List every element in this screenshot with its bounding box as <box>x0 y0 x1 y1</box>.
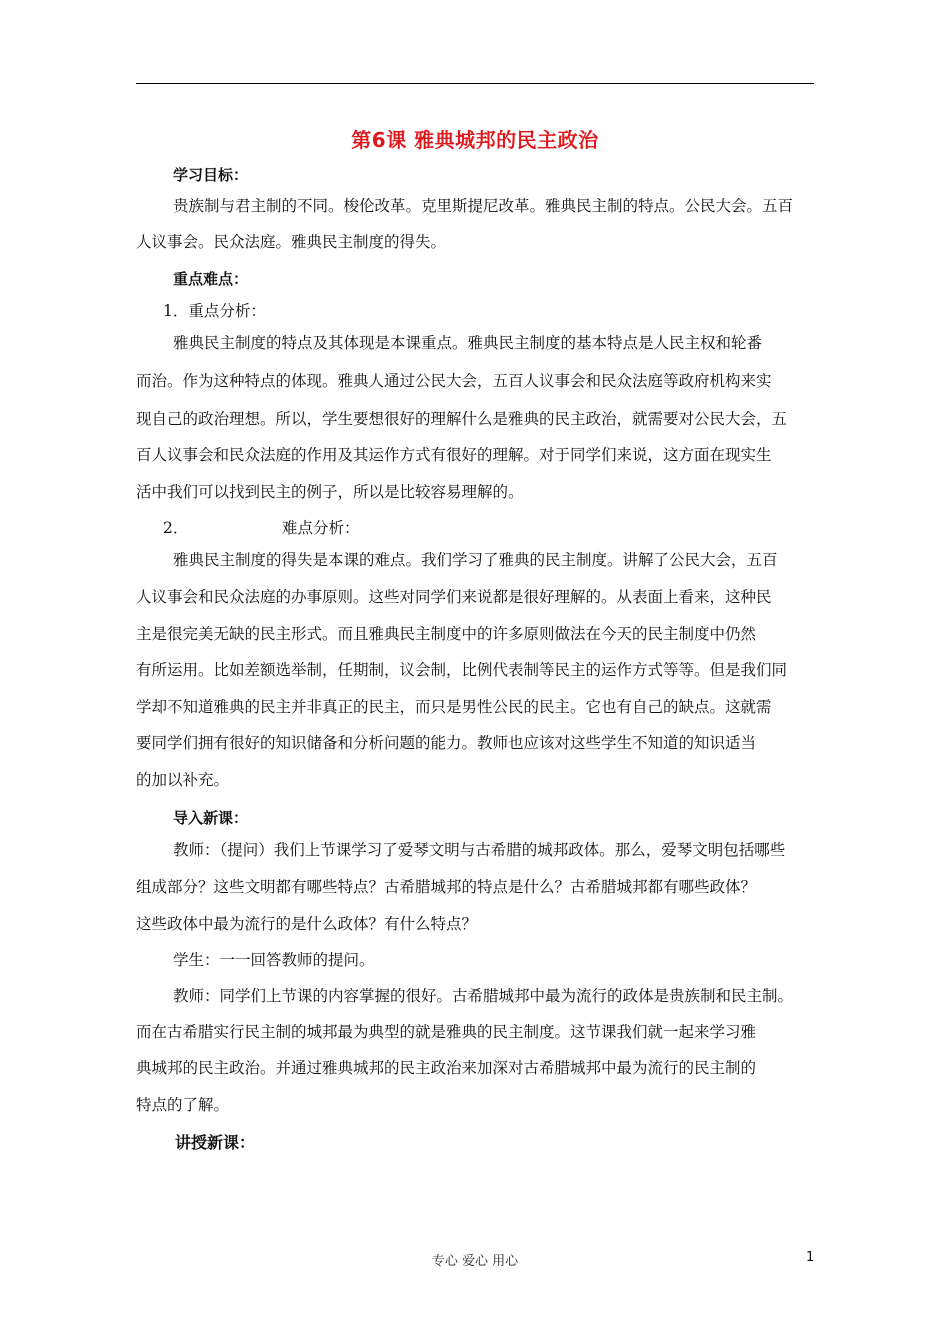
key-para2-line: 雅典民主制度的得失是本课的难点。我们学习了雅典的民主制度。讲解了公民大会，五百 <box>173 551 778 569</box>
lesson-title: 第6课 雅典城邦的民主政治 <box>351 128 599 152</box>
key-points-heading: 重点难点： <box>173 270 249 288</box>
intro-para2: 学生：一一回答教师的提问。 <box>173 951 375 969</box>
key-para2-line: 有所运用。比如差额选举制，任期制，议会制，比例代表制等民主的运作方式等等。但是我们同 <box>136 661 788 679</box>
key-sub-heading-2: 难点分析： <box>282 519 360 537</box>
intro-para3-line: 而在古希腊实行民主制的城邦最为典型的就是雅典的民主制度。这节课我们就一起来学习雅 <box>136 1023 757 1041</box>
intro-para3-line: 典城邦的民主政治。并通过雅典城邦的民主政治来加深对古希腊城邦中最为流行的民主制的 <box>136 1059 757 1077</box>
goals-line: 人议事会。民众法庭。雅典民主制度的得失。 <box>136 233 447 251</box>
goals-line: 贵族制与君主制的不同。梭伦改革。克里斯提尼改革。雅典民主制的特点。公民大会。五百 <box>173 197 794 215</box>
key-para1-line: 活中我们可以找到民主的例子，所以是比较容易理解的。 <box>136 483 524 501</box>
intro-para3-line: 特点的了解。 <box>136 1096 230 1114</box>
intro-heading: 导入新课： <box>173 809 249 827</box>
intro-para3-line: 教师：同学们上节课的内容掌握的很好。古希腊城邦中最为流行的政体是贵族制和民主制。 <box>173 987 794 1005</box>
key-sub-number-2: 2． <box>163 519 189 537</box>
key-para2-line: 人议事会和民众法庭的办事原则。这些对同学们来说都是很好理解的。从表面上看来，这种民 <box>136 588 772 606</box>
key-sub-heading-1: 1．重点分析： <box>163 302 266 320</box>
lecture-heading: 讲授新课： <box>175 1133 256 1152</box>
intro-para1-line: 这些政体中最为流行的是什么政体？有什么特点？ <box>136 915 478 933</box>
key-para1-line: 雅典民主制度的特点及其体现是本课重点。雅典民主制度的基本特点是人民主权和轮番 <box>173 334 763 352</box>
key-para2-line: 要同学们拥有很好的知识储备和分析问题的能力。教师也应该对这些学生不知道的知识适当 <box>136 734 757 752</box>
intro-para1-line: 教师：（提问）我们上节课学习了爱琴文明与古希腊的城邦政体。那么，爱琴文明包括哪些 <box>173 841 786 859</box>
key-para2-line: 的加以补充。 <box>136 771 230 789</box>
goals-heading: 学习目标： <box>173 166 249 184</box>
key-para2-line: 学却不知道雅典的民主并非真正的民主，而只是男性公民的民主。它也有自己的缺点。这就需 <box>136 698 772 716</box>
key-para1-line: 百人议事会和民众法庭的作用及其运作方式有很好的理解。对于同学们来说，这方面在现实生 <box>136 446 772 464</box>
key-para1-line: 现自己的政治理想。所以，学生要想很好的理解什么是雅典的民主政治，就需要对公民大会，五 <box>136 410 788 428</box>
key-para2-line: 主是很完美无缺的民主形式。而且雅典民主制度中的许多原则做法在今天的民主制度中仍然 <box>136 625 757 643</box>
page-number: 1 <box>806 1250 815 1265</box>
footer-slogan: 专心 爱心 用心 <box>431 1254 519 1269</box>
intro-para1-line: 组成部分？这些文明都有哪些特点？古希腊城邦的特点是什么？古希腊城邦都有哪些政体？ <box>136 878 757 896</box>
header-rule <box>136 83 814 84</box>
key-para1-line: 而治。作为这种特点的体现。雅典人通过公民大会，五百人议事会和民众法庭等政府机构来实 <box>136 372 772 390</box>
